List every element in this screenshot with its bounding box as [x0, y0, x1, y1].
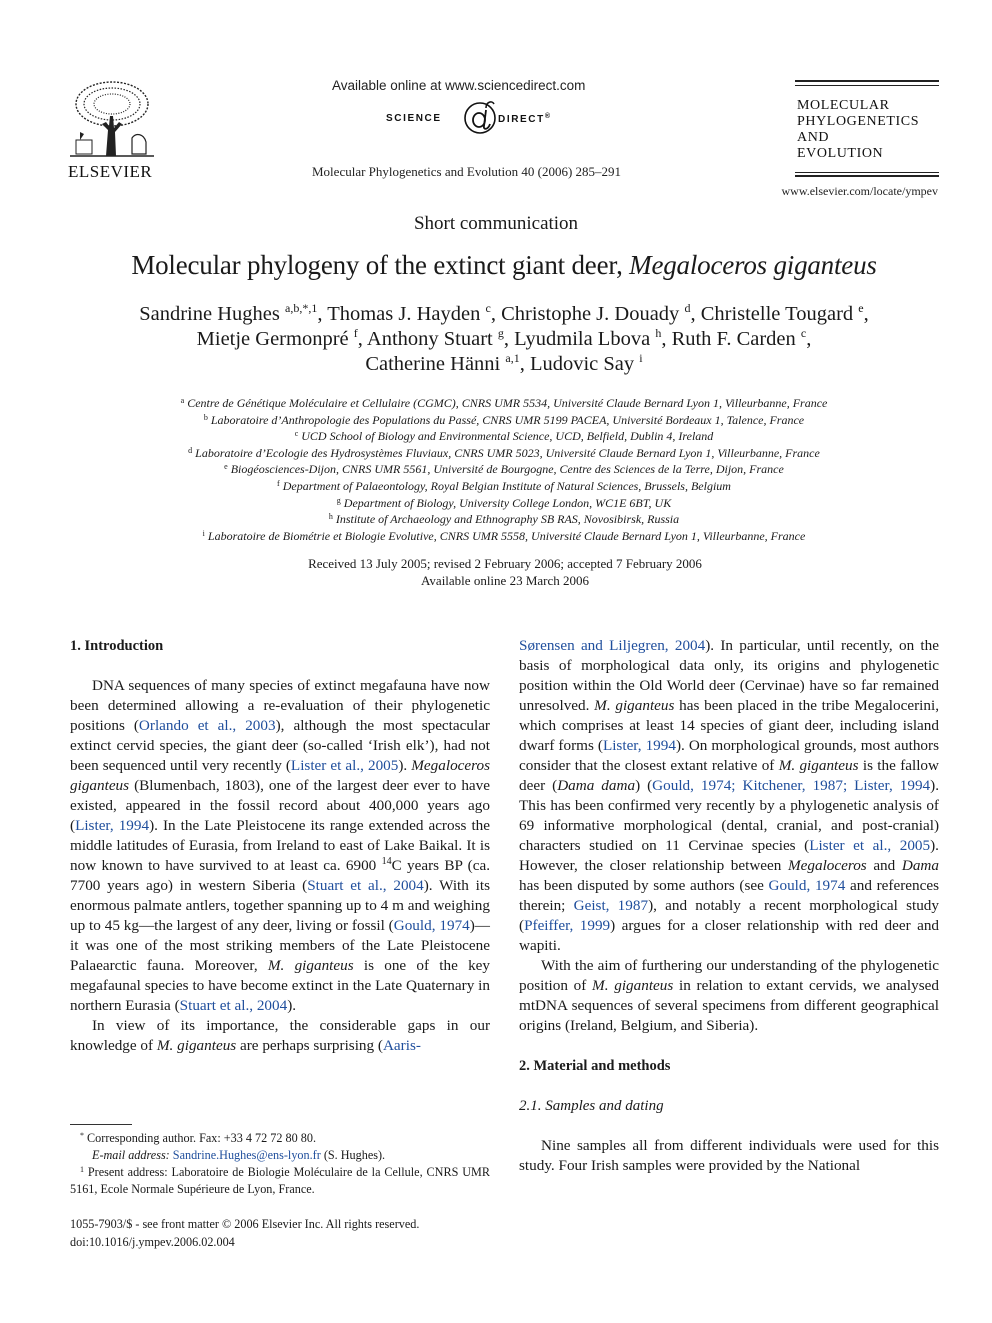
text-run: With the aim of furthering our understanding of the phylogenetic position of	[519, 957, 939, 994]
text-run: ). In particular, until recently, on the basis of morphological data only, its origins and phylogenetic position within the Old World deer (Cervinae) have so far remained unresolved.	[519, 637, 939, 714]
text-run: is one of the key megafaunal species to have become extinct in the Late Quaternary in northern Eurasia (	[70, 957, 491, 1014]
author-affiliation-marker: c	[800, 326, 807, 340]
author-name: Ludovic Say	[529, 353, 635, 375]
affiliation-item	[40, 428, 968, 445]
text-run: (Blumenbach, 1803), one of the largest deer ever to have existed, appeared in the fossil record about 400,000 years ago (	[70, 777, 490, 834]
affiliation-key: f	[277, 478, 280, 488]
text-run: ), although the most spectacular extinct cervid species, the giant deer (so-called ‘Irish elk’), had not been sequenced until very recently (	[70, 717, 490, 774]
affiliation-text: Centre de Génétique Moléculaire et Cellulaire (CGMC), CNRS UMR 5534, Université Claude Bernard Lyon 1, Villeurbanne, France	[187, 396, 828, 410]
online-date: Available online 23 March 2006	[421, 573, 589, 588]
author-name: Mietje Germonpré	[196, 328, 349, 350]
author-name: Lyudmila Lbova	[514, 328, 651, 350]
present-address-note	[70, 1164, 490, 1198]
elsevier-wordmark: ELSEVIER	[68, 162, 153, 181]
author-affiliation-marker: a,b,*,1	[285, 301, 318, 315]
text-run: has been disputed by some authors (see	[519, 877, 769, 894]
author-affiliation-marker: c	[485, 301, 491, 315]
text-run: and references therein;	[519, 877, 940, 914]
citation-link[interactable]: Lister, 1994	[75, 817, 150, 834]
affiliation-item	[40, 461, 968, 478]
species-name: Dama	[901, 857, 939, 874]
text-run: ).	[398, 757, 412, 774]
journal-citation: Molecular Phylogenetics and Evolution 40 (2006) 285–291	[312, 164, 622, 179]
sciencedirect-right-word	[498, 113, 552, 125]
section-heading-introduction: 1. Introduction	[70, 638, 164, 654]
footnote-marker-1: 1	[80, 1165, 84, 1174]
article-title-species: Megaloceros giganteus	[629, 250, 877, 280]
author-name: Christophe J. Douady	[501, 303, 680, 325]
affiliation-text: Department of Palaeontology, Royal Belgian Institute of Natural Sciences, Brussels, Belgium	[282, 478, 731, 493]
text-run: and	[866, 857, 902, 874]
species-name: Dama dama	[557, 777, 636, 794]
affiliation-list	[40, 395, 968, 544]
corresponding-author-text: Corresponding author. Fax: +33 4 72 72 80 80.	[87, 1131, 316, 1145]
right-column	[519, 636, 939, 1176]
text-run: in relation to extant cervids, we analysed mtDNA sequences of several specimens from different geographical origins (Ireland, Belgium, and Siberia).	[519, 977, 939, 1034]
affiliation-text: Laboratoire d’Anthropologie des Populations du Passé, CNRS UMR 5199 PACEA, Université Bordeaux 1, Talence, France	[210, 412, 805, 427]
text-run: ). On morphological grounds, most authors consider that the closest extant relative of	[519, 737, 939, 774]
article-dates	[0, 555, 992, 589]
corresponding-author-note	[70, 1130, 490, 1147]
author-affiliation-marker: h	[655, 326, 662, 340]
species-name: M. giganteus	[778, 757, 859, 774]
author-name: Thomas J. Hayden	[327, 303, 481, 325]
journal-logo-rule-bottom	[795, 172, 939, 173]
sciencedirect-at-icon	[462, 98, 498, 136]
author-name: Anthony Stuart	[366, 328, 493, 350]
citation-link[interactable]: Lister, 1994	[602, 737, 676, 754]
citation-link[interactable]: Stuart et al., 2004	[179, 997, 288, 1014]
email-owner: (S. Hughes).	[320, 1148, 386, 1162]
text-run: ). However, the closer relationship between	[519, 837, 939, 874]
registered-mark: ®	[544, 113, 552, 120]
affiliation-text: Laboratoire de Biométrie et Biologie Evolutive, CNRS UMR 5558, Université Claude Bernard Lyon 1, Villeurbanne, France	[207, 528, 806, 543]
citation-link[interactable]: Aaris-	[382, 1037, 421, 1054]
email-note	[70, 1147, 490, 1164]
citation-link[interactable]: Pfeiffer, 1999	[524, 917, 611, 934]
affiliation-key: e	[224, 462, 228, 472]
species-name: M. giganteus	[156, 1037, 237, 1054]
section-heading-methods: 2. Material and methods	[519, 1058, 671, 1074]
author-name: Christelle Tougard	[700, 303, 854, 325]
text-run: ), and notably a recent morphological study (	[519, 897, 939, 934]
citation-link[interactable]: Sørensen and Liljegren, 2004	[519, 637, 706, 654]
text-run: ). With its enormous palmate antlers, together spanning up to 4 m and weighing up to 45 kg—the largest of any deer, living or fossil (	[70, 877, 490, 934]
journal-logo-text	[797, 98, 919, 162]
affiliation-item	[40, 495, 968, 512]
affiliation-text: UCD School of Biology and Environmental Science, UCD, Belfield, Dublin 4, Ireland	[301, 429, 714, 444]
samples-paragraph: Nine samples all from different individuals were used for this study. Four Irish samples were provided by the National	[519, 1137, 939, 1174]
subsection-heading-samples: 2.1. Samples and dating	[519, 1098, 664, 1114]
intro-paragraph-1	[70, 676, 490, 1016]
affiliation-key: c	[294, 429, 299, 439]
email-link[interactable]: Sandrine.Hughes@ens-lyon.fr	[172, 1148, 321, 1162]
isotope-superscript: 14	[381, 856, 392, 867]
left-column	[70, 636, 490, 1056]
journal-url-link[interactable]: www.elsevier.com/locate/ympev	[781, 184, 938, 198]
affiliation-key: a	[180, 396, 185, 405]
text-run: ).	[287, 997, 297, 1014]
author-name: Sandrine Hughes	[139, 303, 280, 325]
elsevier-tree-icon	[66, 78, 158, 158]
article-type: Short communication	[413, 213, 579, 234]
email-label: E-mail address:	[92, 1148, 170, 1162]
affiliation-key: i	[202, 528, 205, 538]
affiliation-text: Department of Biology, University College London, WC1E 6BT, UK	[343, 495, 672, 510]
article-title	[0, 250, 992, 281]
text-run: is the fallow deer (	[519, 757, 939, 794]
author-affiliation-marker: d	[684, 301, 691, 315]
issn-copyright-line: 1055-7903/$ - see front matter © 2006 Elsevier Inc. All rights reserved.	[70, 1217, 420, 1231]
affiliation-item	[40, 395, 968, 412]
author-list: Sandrine Hughes $^{a,b,*,1}$, Thomas J. Hayden $^c$, Christophe J. Douady $^d$, Christelle Tougard $^e$, Mietje Germonpré $^f$, Anthony Stuart $^g$, Lyudmila Lbova $^h$, Ruth F. Carden $^c$, Catherine Hänni $^{a,1}$, Ludovic Say $^i$	[139, 301, 869, 375]
affiliation-key: d	[188, 445, 193, 455]
citation-link[interactable]: Geist, 1987	[573, 897, 649, 914]
species-name: M. giganteus	[592, 977, 674, 994]
journal-logo-rule-bottom-thick	[795, 175, 939, 177]
text-run: ). This has been confirmed very recently by a phylogenetic analysis of 69 informative morphological (dental, cranial, and post-cranial) characters studied on 11 Cervinae species (	[519, 777, 939, 854]
affiliation-item	[40, 445, 968, 462]
journal-logo-rule-top-thin	[795, 85, 939, 86]
species-name: Megaloceros giganteus	[70, 757, 490, 794]
species-name: Megaloceros	[787, 857, 867, 874]
available-online-line[interactable]: Available online at www.sciencedirect.com	[332, 78, 586, 93]
affiliation-text: Biogéosciences-Dijon, CNRS UMR 5561, Université de Bourgogne, Centre des Sciences de la Terre, Dijon, France	[230, 462, 784, 477]
journal-logo	[795, 80, 939, 178]
citation-link[interactable]: Gould, 1974; Kitchener, 1987; Lister, 1994	[652, 777, 931, 794]
journal-logo-line: MOLECULAR	[797, 98, 890, 113]
author-affiliation-marker: a,1	[505, 351, 520, 365]
footnote-divider	[70, 1124, 132, 1125]
author-affiliation-marker: i	[639, 351, 643, 365]
affiliation-text: Institute of Archaeology and Ethnography SB RAS, Novosibirsk, Russia	[335, 512, 680, 527]
text-run: ) (	[635, 777, 653, 794]
present-address-text: Present address: Laboratoire de Biologie Moléculaire de la Cellule, CNRS UMR 5161, Ecole Normale Supérieure de Lyon, France.	[70, 1165, 491, 1196]
affiliation-item	[40, 478, 968, 495]
sciencedirect-logo	[386, 98, 576, 138]
intro-paragraph-aim	[519, 956, 939, 1036]
affiliation-key: h	[328, 512, 333, 522]
text-run: C years BP (ca. 7700 years ago) in western Siberia (	[70, 857, 490, 894]
text-run: ). In the Late Pleistocene its range extended across the middle latitudes of Eurasia, from Ireland to east of Lake Baikal. It is now known to have survived to at least ca. 6900	[70, 817, 490, 874]
affiliation-key: b	[203, 412, 208, 422]
intro-paragraph-2	[70, 1016, 490, 1056]
species-name: M. giganteus	[594, 697, 675, 714]
intro-paragraph-continued	[519, 636, 939, 956]
footnote-marker-star: *	[80, 1131, 84, 1140]
citation-link[interactable]: Orlando et al., 2003	[138, 717, 276, 734]
text-run: In view of its importance, the considerable gaps in our knowledge of	[70, 1017, 490, 1054]
doi-line[interactable]: doi:10.1016/j.ympev.2006.02.004	[70, 1235, 235, 1249]
journal-logo-line: PHYLOGENETICS	[797, 114, 920, 129]
affiliation-item	[40, 511, 968, 528]
article-title-text: Molecular phylogeny of the extinct giant deer,	[131, 250, 630, 280]
author-name: Catherine Hänni	[365, 353, 501, 375]
text-run: )—it was one of the most striking members of the Late Pleistocene Palaearctic fauna. Moreover,	[70, 917, 490, 974]
citation-link[interactable]: Stuart et al., 2004	[307, 877, 424, 894]
text-run: are perhaps surprising (	[236, 1037, 383, 1054]
citation-link[interactable]: Lister et al., 2005	[809, 837, 931, 854]
affiliation-item	[40, 412, 968, 429]
affiliation-text: Laboratoire d’Ecologie des Hydrosystèmes Fluviaux, CNRS UMR 5023, Université Claude Bernard Lyon 1, Villeurbanne, France	[195, 445, 820, 460]
author-affiliation-marker: e	[858, 301, 864, 315]
journal-logo-line: EVOLUTION	[797, 146, 884, 161]
affiliation-key: g	[336, 495, 341, 505]
author-affiliation-marker: f	[353, 326, 358, 340]
citation-link[interactable]: Gould, 1974	[768, 877, 846, 894]
text-run: DNA sequences of many species of extinct megafauna have now been determined allowing a re-evaluation of their phylogenetic positions (	[70, 677, 490, 734]
affiliation-item	[40, 528, 968, 545]
species-name: M. giganteus	[267, 957, 354, 974]
front-matter	[70, 1215, 419, 1251]
citation-link[interactable]: Gould, 1974	[393, 917, 470, 934]
text-run: has been placed in the tribe Megalocerini, which comprises at least 14 species of giant deer, including island dwarf forms (	[519, 697, 939, 754]
author-name: Ruth F. Carden	[671, 328, 796, 350]
footnotes	[70, 1130, 490, 1198]
journal-logo-line: AND	[797, 130, 830, 145]
text-run: ) argues for a closer relationship with red deer and wapiti.	[519, 917, 940, 954]
sciencedirect-left-word: SCIENCE	[386, 113, 442, 124]
author-affiliation-marker: g	[497, 326, 504, 340]
journal-logo-rule-top	[795, 80, 939, 82]
history-dates: Received 13 July 2005; revised 2 February 2006; accepted 7 February 2006	[308, 556, 702, 571]
citation-link[interactable]: Lister et al., 2005	[290, 757, 399, 774]
elsevier-logo	[66, 78, 162, 182]
sciencedirect-right-text: DIRECT	[498, 114, 545, 125]
